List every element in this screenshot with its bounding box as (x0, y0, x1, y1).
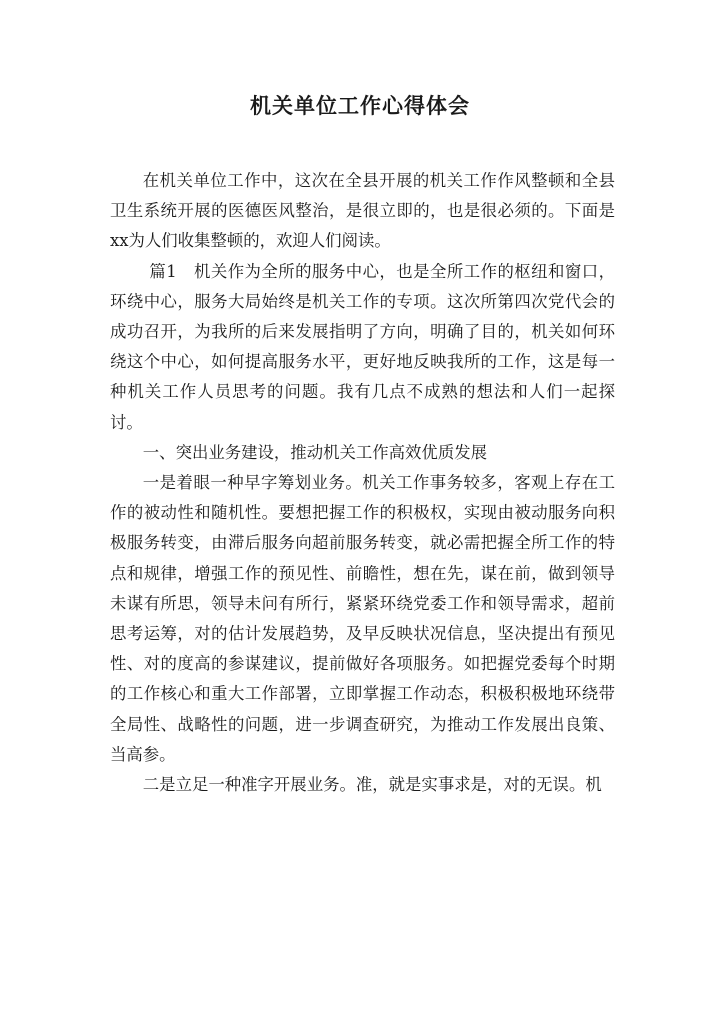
paragraph-part-1: 篇1 机关作为全所的服务中心，也是全所工作的枢纽和窗口，环绕中心，服务大局始终是机关工作的专项。这次所第四次党代会的成功召开，为我所的后来发展指明了方向，明确了目的，机关如何环绕这个中心，如何提高服务水平，更好地反映我所的工作，这是每一种机关工作人员思考的问题。我有几点不成熟的想法和人们一起探讨。 (110, 261, 615, 432)
document-title: 机关单位工作心得体会 (250, 93, 470, 118)
document-body (110, 166, 615, 800)
paragraph-intro: 在机关单位工作中，这次在全县开展的机关工作作风整顿和全县卫生系统开展的医德医风整治，是很立即的，也是很必须的。下面是xx为人们收集整顿的，欢迎人们阅读。 (110, 171, 615, 251)
paragraph-point-1: 一是着眼一种早字筹划业务。机关工作事务较多，客观上存在工作的被动性和随机性。要想把握工作的积极权，实现由被动服务向积极服务转变，由滞后服务向超前服务转变，就必需把握全所工作的特点和规律，增强工作的预见性、前瞻性，想在先，谋在前，做到领导未谋有所思，领导未问有所行，紧紧环绕党委工作和领导需求，超前思考运筹，对的估计发展趋势，及早反映状况信息，坚决提出有预见性、对的度高的参谋建议，提前做好各项服务。如把握党委每个时期的工作核心和重大工作部署，立即掌握工作动态，积极积极地环绕带全局性、战略性的问题，进一步调查研究，为推动工作发展出良策、当高参。 (110, 473, 615, 764)
paragraph-point-2: 二是立足一种准字开展业务。准，就是实事求是，对的无误。机 (142, 775, 602, 795)
section-heading-1: 一、突出业务建设，推动机关工作高效优质发展 (142, 442, 487, 462)
